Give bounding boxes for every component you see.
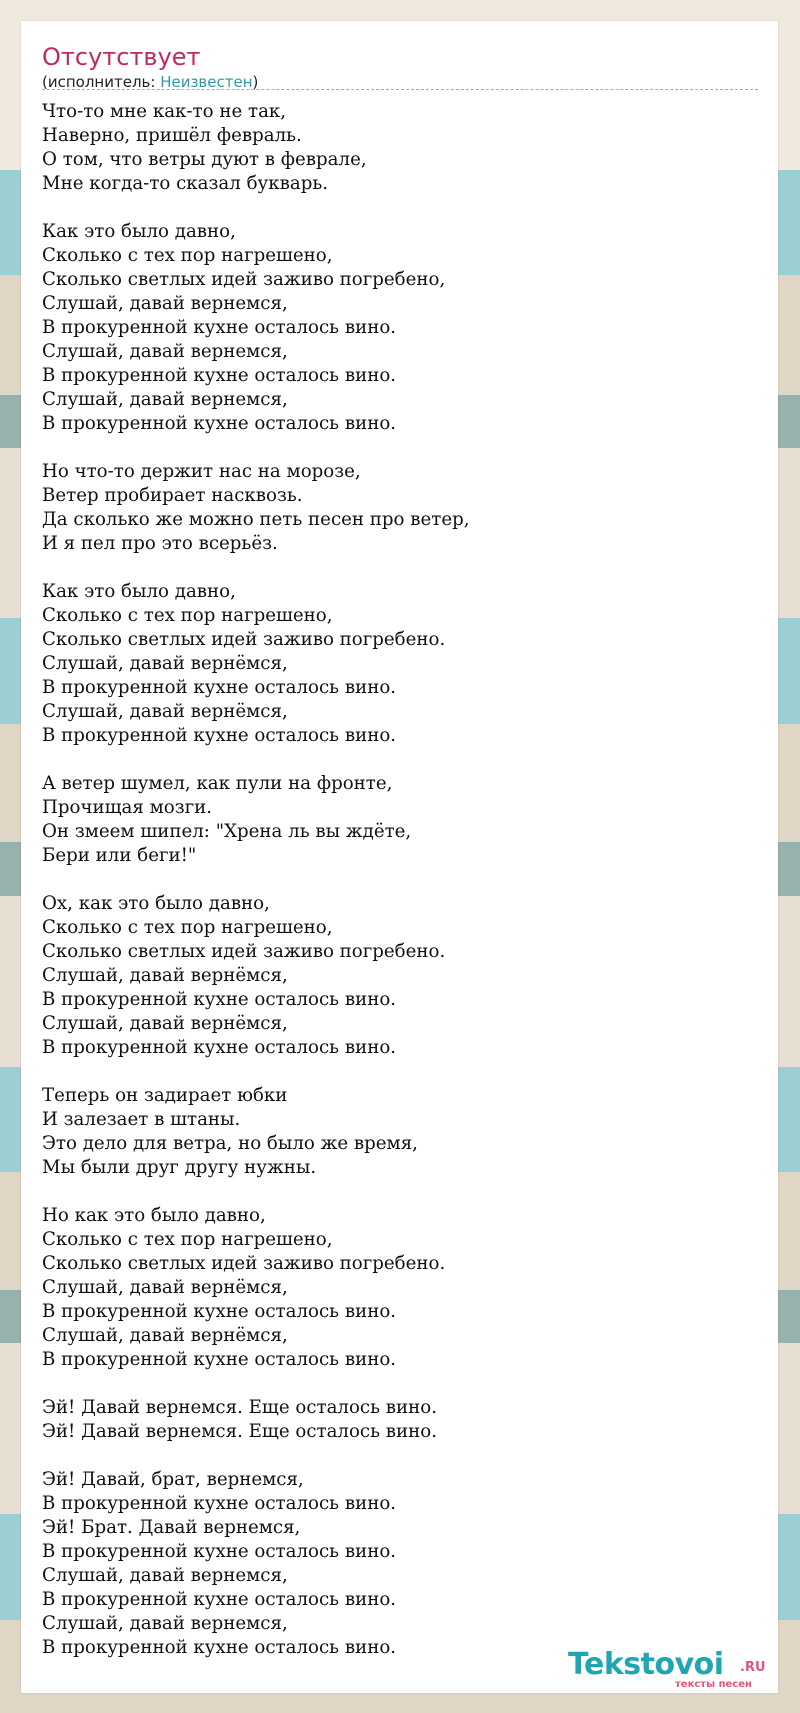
lyrics-card [21, 21, 778, 1693]
lyrics-stanza [42, 580, 758, 748]
logo-tld: .RU [740, 1660, 766, 1675]
logo-tagline: тексты песен [675, 1679, 752, 1690]
lyric-line: В прокуренной кухне осталось вино. [42, 1589, 397, 1610]
logo-wordmark: Tekstovoi [568, 1647, 724, 1682]
lyric-line: Слушай, давай вернёмся, [42, 1277, 288, 1298]
lyric-line: В прокуренной кухне осталось вино. [42, 1301, 397, 1322]
lyric-line: Сколько с тех пор нагрешено, [42, 245, 333, 266]
lyric-line: В прокуренной кухне осталось вино. [42, 365, 397, 386]
lyric-line: И я пел про это всерьёз. [42, 533, 278, 554]
lyric-line: Прочищая мозги. [42, 797, 213, 818]
lyrics-stanza [42, 1084, 758, 1180]
lyric-line: В прокуренной кухне осталось вино. [42, 1349, 397, 1370]
lyrics-stanza [42, 460, 758, 556]
lyrics-text [42, 100, 758, 1660]
lyric-line: Сколько с тех пор нагрешено, [42, 917, 333, 938]
lyric-line: О том, что ветры дуют в феврале, [42, 149, 367, 170]
lyric-line: Слушай, давай вернемся, [42, 389, 288, 410]
lyrics-stanza [42, 1468, 758, 1660]
lyric-line: Как это было давно, [42, 221, 236, 242]
lyric-line: Слушай, давай вернёмся, [42, 701, 288, 722]
lyric-line: Слушай, давай вернёмся, [42, 1325, 288, 1346]
lyric-line: В прокуренной кухне осталось вино. [42, 1037, 397, 1058]
lyric-line: Но как это было давно, [42, 1205, 266, 1226]
lyric-line: В прокуренной кухне осталось вино. [42, 317, 397, 338]
lyric-line: В прокуренной кухне осталось вино. [42, 725, 397, 746]
lyric-line: В прокуренной кухне осталось вино. [42, 677, 397, 698]
lyric-line: Сколько светлых идей заживо погребено. [42, 1253, 446, 1274]
lyric-line: Слушай, давай вернемся, [42, 1565, 288, 1586]
lyric-line: Бери или беги!" [42, 845, 197, 866]
lyric-line: Как это было давно, [42, 581, 236, 602]
lyric-line: Ветер пробирает насквозь. [42, 485, 303, 506]
lyric-line: Мы были друг другу нужны. [42, 1157, 317, 1178]
lyric-line: И залезает в штаны. [42, 1109, 241, 1130]
lyric-line: Слушай, давай вернемся, [42, 341, 288, 362]
song-title: Отсутствует [42, 43, 201, 71]
lyric-line: Сколько с тех пор нагрешено, [42, 1229, 333, 1250]
lyric-line: Сколько с тех пор нагрешено, [42, 605, 333, 626]
title-divider [42, 89, 758, 90]
artist-suffix: ) [252, 73, 259, 91]
lyric-line: Слушай, давай вернёмся, [42, 1013, 288, 1034]
lyric-line: Теперь он задирает юбки [42, 1085, 288, 1106]
lyrics-stanza [42, 220, 758, 436]
lyric-line: Эй! Брат. Давай вернемся, [42, 1517, 301, 1538]
lyric-line: Эй! Давай вернемся. Еще осталось вино. [42, 1421, 438, 1442]
lyric-line: В прокуренной кухне осталось вино. [42, 1541, 397, 1562]
lyric-line: Ох, как это было давно, [42, 893, 270, 914]
lyric-line: В прокуренной кухне осталось вино. [42, 1637, 397, 1658]
lyric-line: Слушай, давай вернёмся, [42, 965, 288, 986]
artist-prefix: (исполнитель: [42, 73, 161, 91]
lyric-line: Слушай, давай вернемся, [42, 1613, 288, 1634]
lyric-line: Сколько светлых идей заживо погребено, [42, 269, 446, 290]
lyric-line: В прокуренной кухне осталось вино. [42, 1493, 397, 1514]
lyric-line: В прокуренной кухне осталось вино. [42, 413, 397, 434]
lyrics-stanza [42, 1204, 758, 1372]
lyrics-stanza [42, 772, 758, 868]
lyric-line: Что-то мне как-то не так, [42, 101, 287, 122]
lyric-line: Да сколько же можно петь песен про ветер, [42, 509, 470, 530]
lyric-line: Эй! Давай, брат, вернемся, [42, 1469, 304, 1490]
lyric-line: А ветер шумел, как пули на фронте, [42, 773, 393, 794]
lyric-line: Слушай, давай вернёмся, [42, 653, 288, 674]
lyric-line: Слушай, давай вернемся, [42, 293, 288, 314]
lyric-line: Эй! Давай вернемся. Еще осталось вино. [42, 1397, 438, 1418]
lyric-line: Это дело для ветра, но было же время, [42, 1133, 418, 1154]
lyric-line: Наверно, пришёл февраль. [42, 125, 302, 146]
lyric-line: Он змеем шипел: "Хрена ль вы ждёте, [42, 821, 412, 842]
lyric-line: Сколько светлых идей заживо погребено. [42, 941, 446, 962]
lyric-line: Мне когда-то сказал букварь. [42, 173, 329, 194]
lyrics-stanza [42, 1396, 758, 1444]
artist-link[interactable]: Неизвестен [160, 73, 253, 91]
lyrics-stanza [42, 892, 758, 1060]
lyric-line: В прокуренной кухне осталось вино. [42, 989, 397, 1010]
lyric-line: Но что-то держит нас на морозе, [42, 461, 361, 482]
lyrics-stanza [42, 100, 758, 196]
site-logo[interactable] [568, 1648, 778, 1692]
lyric-line: Сколько светлых идей заживо погребено. [42, 629, 446, 650]
